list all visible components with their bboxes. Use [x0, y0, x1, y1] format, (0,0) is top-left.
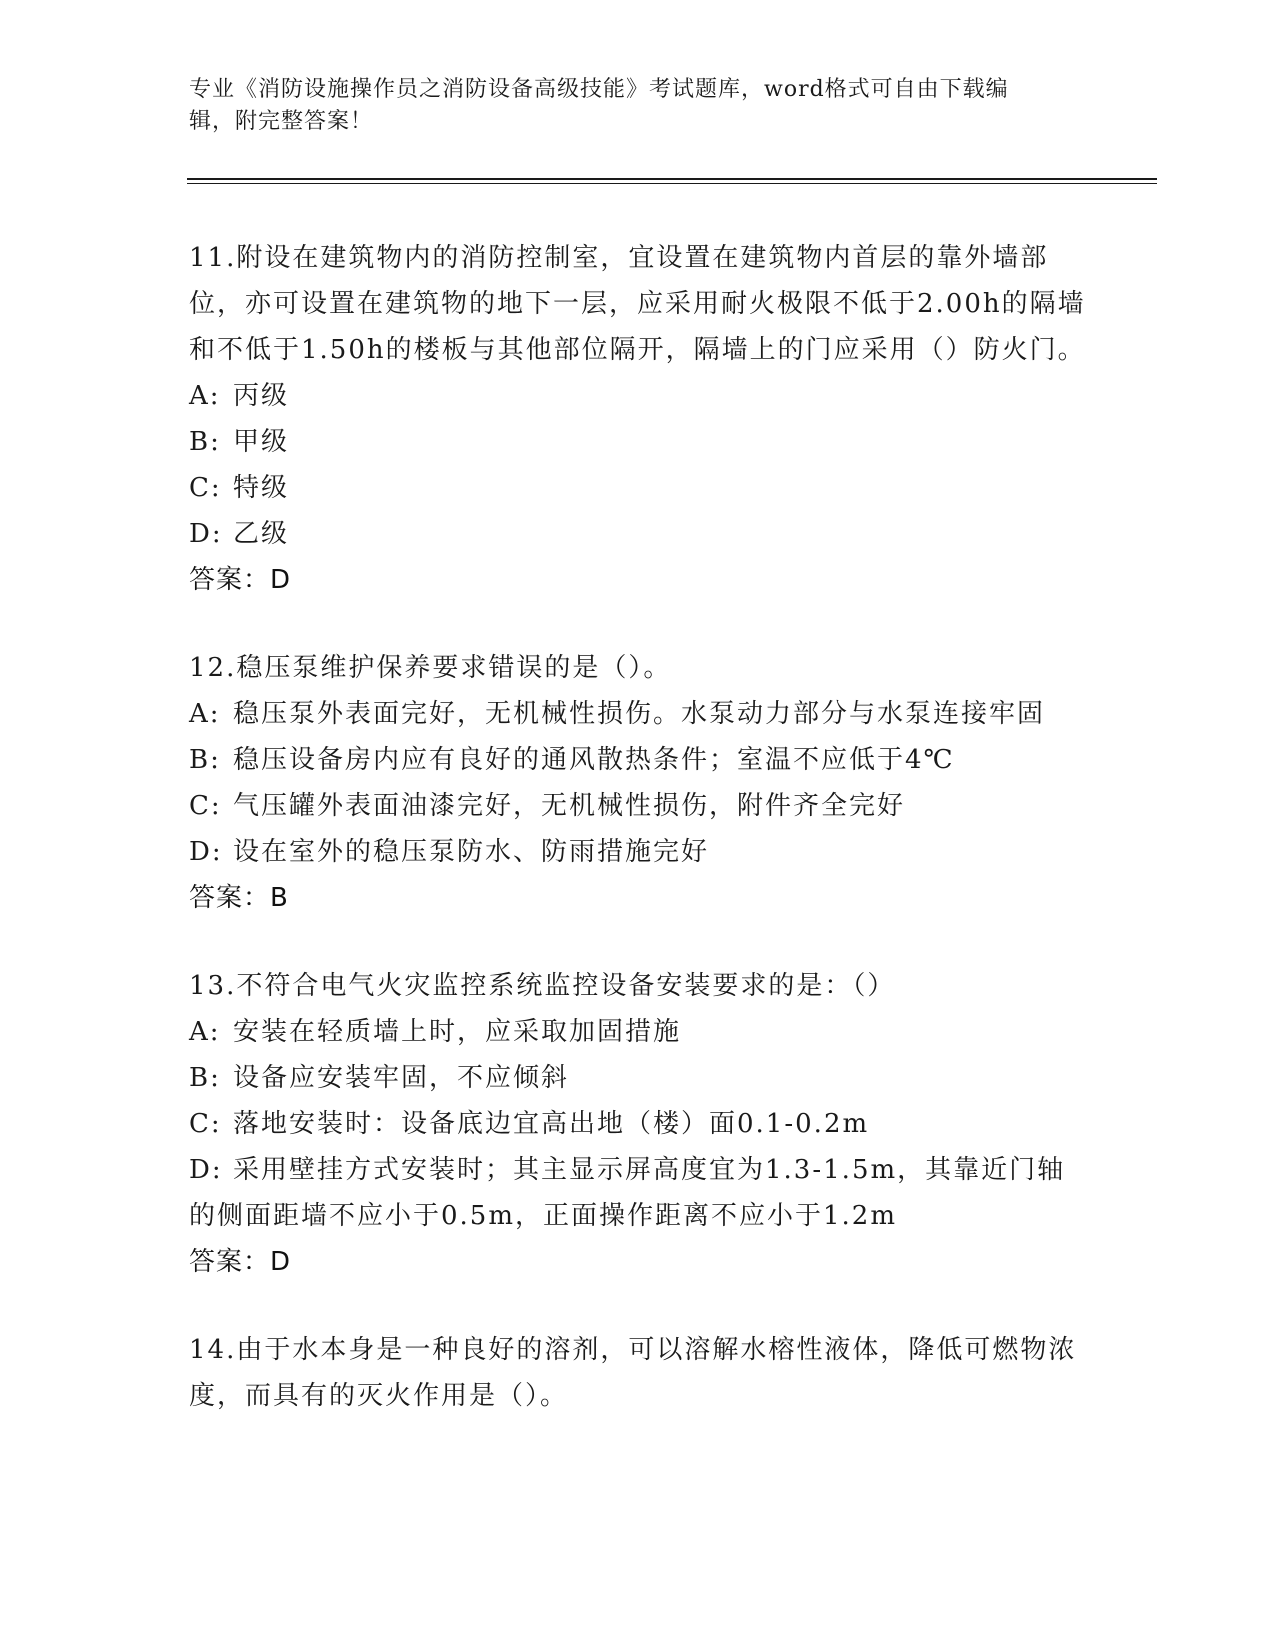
option-label: B:	[189, 1063, 221, 1093]
question-12	[189, 645, 1089, 921]
option-text: 稳压泵外表面完好，无机械性损伤。水泵动力部分与水泵连接牢固	[233, 699, 1046, 729]
option-label: C:	[189, 473, 222, 503]
question-text: 14.由于水本身是一种良好的溶剂，可以溶解水榕性液体，降低可燃物浓度，而具有的灭火作用是（）。	[189, 1335, 1077, 1411]
option-text: 落地安装时：设备底边宜高出地（楼）面0.1-0.2m	[233, 1109, 870, 1139]
question-text: 13.不符合电气火灾监控系统监控设备安装要求的是：（）	[189, 971, 896, 1001]
question-14	[189, 1327, 1089, 1419]
header-divider-thin	[187, 183, 1157, 184]
option-label: B:	[189, 427, 221, 457]
question-11	[189, 235, 1089, 603]
option-text: 特级	[233, 473, 290, 503]
option-label: A:	[189, 1017, 221, 1047]
option-b	[189, 419, 1089, 465]
option-d	[189, 511, 1089, 557]
option-label: B:	[189, 745, 221, 775]
option-text: 设在室外的稳压泵防水、防雨措施完好	[233, 837, 710, 867]
header-line-2: 辑，附完整答案！	[189, 109, 374, 134]
question-text: 12.稳压泵维护保养要求错误的是（）。	[189, 653, 672, 683]
option-b	[189, 737, 1089, 783]
document-header	[189, 74, 1069, 138]
option-a	[189, 1009, 1089, 1055]
question-list	[189, 235, 1089, 1461]
option-c	[189, 783, 1089, 829]
option-label: C:	[189, 791, 222, 821]
question-text: 11.附设在建筑物内的消防控制室，宜设置在建筑物内首层的靠外墙部位，亦可设置在建筑物的地下一层，应采用耐火极限不低于2.00h的隔墙和不低于1.50h的楼板与其他部位隔开，隔墙上的门应采用（）防火门。	[189, 243, 1086, 365]
option-d	[189, 829, 1089, 875]
option-label: D:	[189, 1155, 223, 1185]
answer-line: 答案：B	[189, 883, 289, 913]
answer-line: 答案：D	[189, 565, 292, 595]
option-text: 安装在轻质墙上时，应采取加固措施	[233, 1017, 682, 1047]
question-13	[189, 963, 1089, 1285]
option-text: 稳压设备房内应有良好的通风散热条件；室温不应低于4℃	[233, 745, 955, 775]
answer-line: 答案：D	[189, 1247, 292, 1277]
option-c	[189, 465, 1089, 511]
header-divider-thick	[187, 178, 1157, 180]
option-label: D:	[189, 837, 223, 867]
option-text: 设备应安装牢固，不应倾斜	[233, 1063, 570, 1093]
option-c	[189, 1101, 1089, 1147]
option-b	[189, 1055, 1089, 1101]
option-label: A:	[189, 381, 221, 411]
option-d	[189, 1147, 1089, 1239]
option-a	[189, 373, 1089, 419]
option-text: 甲级	[233, 427, 290, 457]
option-a	[189, 691, 1089, 737]
option-label: C:	[189, 1109, 222, 1139]
option-label: D:	[189, 519, 223, 549]
option-text: 采用壁挂方式安装时；其主显示屏高度宜为1.3-1.5m，其靠近门轴的侧面距墙不应小于0.5m，正面操作距离不应小于1.2m	[189, 1155, 1066, 1231]
option-text: 乙级	[233, 519, 290, 549]
option-label: A:	[189, 699, 221, 729]
header-line-1: 专业《消防设施操作员之消防设备高级技能》考试题库，word格式可自由下载编	[189, 77, 1009, 102]
option-text: 丙级	[233, 381, 290, 411]
option-text: 气压罐外表面油漆完好，无机械性损伤，附件齐全完好	[233, 791, 906, 821]
